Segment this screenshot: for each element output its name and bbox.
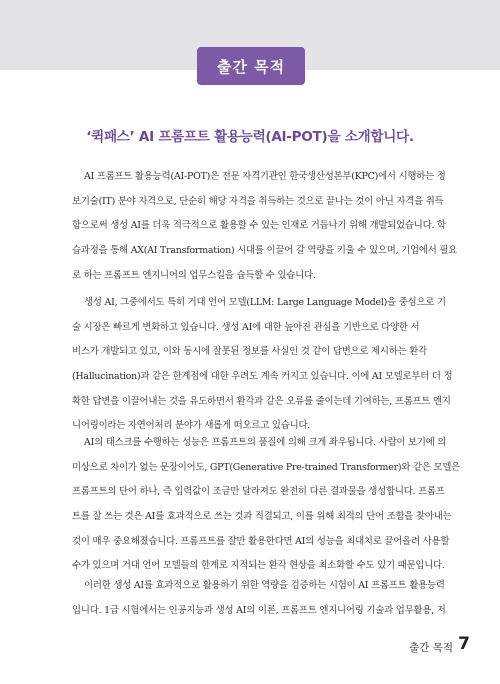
paragraph-line: 입니다. 1급 시험에서는 인공지능과 생성 AI의 이론, 프롬프트 엔지니어링 기술과 업무활용, 저 bbox=[72, 604, 446, 616]
paragraph-line: 이러한 생성 AI를 효과적으로 활용하기 위한 역량을 검증하는 시험이 AI 프롬프트 활용능력 bbox=[84, 580, 445, 591]
paragraph-line: AI 프롬프트 활용능력(AI-POT)은 전문 자격기관인 한국생산성본부(KPC)에서 시행하는 정 bbox=[84, 171, 446, 182]
paragraph-line: AI의 태스크를 수행하는 성능은 프롬프트의 품질에 의해 크게 좌우됩니다. 사람이 보기에 의 bbox=[84, 437, 447, 448]
paragraph-line: 보기술(IT) 분야 자격으로, 단순히 해당 자격을 취득하는 것으로 끝나는 것이 아닌 자격을 취득 bbox=[72, 195, 444, 207]
paragraph-4 bbox=[72, 574, 472, 623]
paragraph-line: 것이 매우 중요해졌습니다. 프롬프트를 잘만 활용한다면 AI의 성능을 최대치로 끌어올려 사용할 bbox=[72, 535, 450, 547]
paragraph-line: 프롬프트의 단어 하나, 즉 입력값이 조금만 달라져도 완전히 다른 결과물을 생성합니다. 프롬프 bbox=[72, 486, 445, 498]
footer-section-label: 출간 목적 bbox=[409, 642, 453, 654]
paragraph-line: 니어링이라는 자연어처리 분야가 새롭게 떠오르고 있습니다. bbox=[72, 420, 311, 432]
paragraph-line: 함으로써 생성 AI를 더욱 적극적으로 활용할 수 있는 인재로 거듭나기 위해 개발되었습니다. 학 bbox=[72, 220, 446, 232]
page-headline: ‘퀵패스’ AI 프롬프트 활용능력(AI-POT)을 소개합니다. bbox=[86, 129, 414, 145]
section-title: 출간 목적 bbox=[216, 57, 286, 76]
paragraph-line: (Hallucination)과 같은 한계점에 대한 우려도 계속 커지고 있습니다. 이에 AI 모델로부터 더 정 bbox=[72, 371, 453, 383]
paragraph-line: 확한 답변을 이끌어내는 것을 유도하면서 환각과 같은 오류를 줄이는데 기여하는, 프롬프트 엔지 bbox=[72, 395, 451, 407]
paragraph-3 bbox=[72, 431, 472, 579]
paragraph-line: 미상으로 차이가 없는 문장이어도, GPT(Generative Pre-trained Transformer)와 같은 모델은 bbox=[72, 461, 461, 473]
paragraph-line: 습과정을 통해 AX(AI Transformation) 시대를 이끌어 갈 역량을 키울 수 있으며, 기업에서 필요 bbox=[72, 245, 458, 257]
page-number: 7 bbox=[458, 634, 470, 654]
section-title-banner bbox=[197, 47, 305, 85]
paragraph-line: 생성 AI, 그중에서도 특히 거대 언어 모델(LLM: Large Language Model)을 중심으로 기 bbox=[84, 297, 446, 308]
paragraph-line: 술 시장은 빠르게 변화하고 있습니다. 생성 AI에 대한 높아진 관심을 기반으로 다양한 서 bbox=[72, 321, 420, 333]
paragraph-1 bbox=[72, 165, 472, 288]
paragraph-line: 비스가 개발되고 있고, 이와 동시에 잘못된 정보를 사실인 것 같이 답변으로 제시하는 환각 bbox=[72, 346, 427, 358]
paragraph-line: 수가 있으며 거대 언어 모델들의 한계로 지적되는 환각 현상을 최소화할 수도 있기 때문입니다. bbox=[72, 560, 445, 572]
paragraph-line: 로 하는 프롬프트 엔지니어의 업무스킬을 습득할 수 있습니다. bbox=[72, 269, 316, 281]
paragraph-2 bbox=[72, 291, 472, 439]
paragraph-line: 트를 잘 쓰는 것은 AI를 효과적으로 쓰는 것과 직결되고, 이를 위해 최적의 단어 조합을 찾아내는 bbox=[72, 511, 452, 523]
